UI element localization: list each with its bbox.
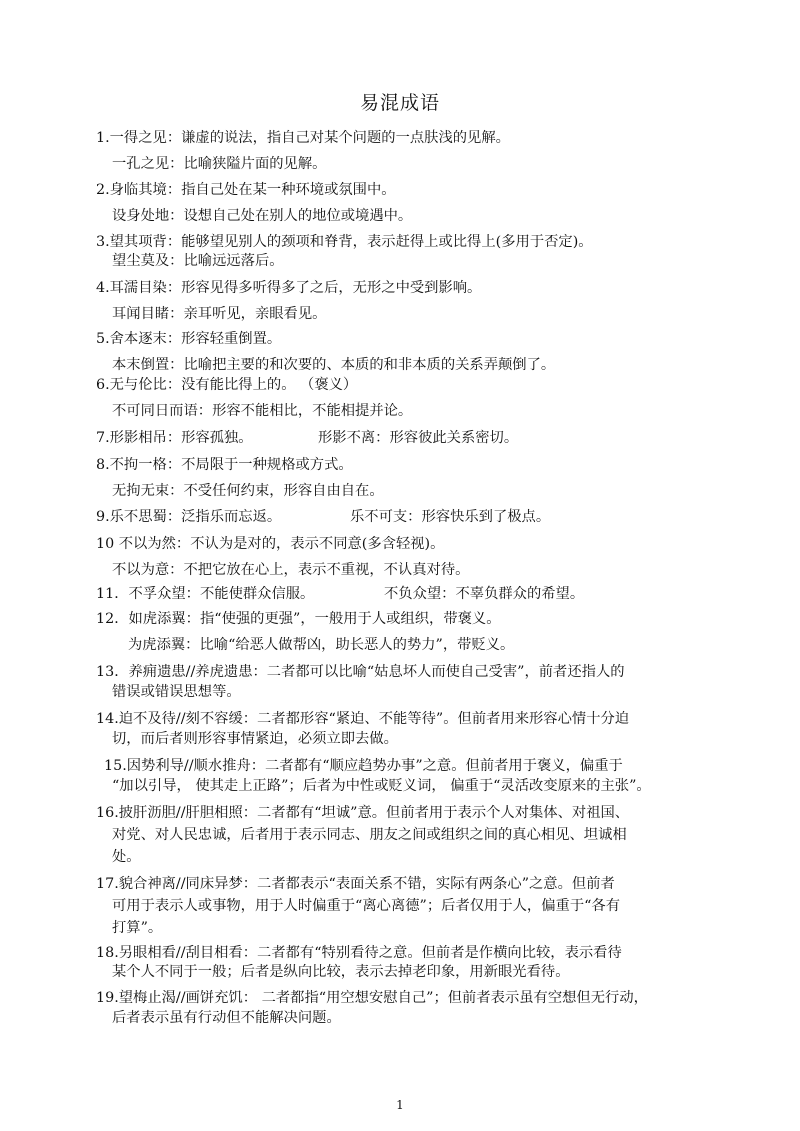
line-4-main: 4.耳濡目染：形容见得多听得多了之后，无形之中受到影响。: [96, 280, 482, 296]
line-16-cont: 对党、对人民忠诚，后者用于表示同志、朋友之间或组织之间的真心相见、坦诚相: [112, 827, 627, 843]
line-11-main: 11．不孚众望：不能使群众信服。: [96, 586, 315, 602]
line-12-main: 12．如虎添翼：指“使强的更强”，一般用于人或组织，带褒义。: [96, 611, 501, 627]
line-14-main: 14.迫不及待//刻不容缓：二者都形容“紧迫、不能等待”。但前者用来形容心情十分迫: [96, 711, 630, 727]
line-15-main: 15.因势利导//顺水推舟：二者都有“顺应趋势办事”之意。但前者用于褒义，偏重于: [104, 758, 623, 774]
line-13-cont: 错误或错误思想等。: [112, 684, 241, 700]
line-7-main: 7.形影相吊：形容孤独。: [96, 430, 253, 446]
line-17-cont2: 打算”。: [112, 920, 163, 936]
line-8-main: 8.不拘一格：不局限于一种规格或方式。: [96, 457, 353, 473]
line-7-sub: 形影不离：形容彼此关系密切。: [318, 430, 519, 446]
line-2-sub: 设身处地：设想自己处在别人的地位或境遇中。: [112, 208, 413, 224]
line-15-cont: “加以引导， 使其走上正路”；后者为中性或贬义词， 偏重于“灵活改变原来的主张”。: [112, 778, 651, 794]
line-18-main: 18.另眼相看//刮目相看：二者都有“特别看待之意。但前者是作横向比较，表示看待: [96, 945, 622, 961]
line-13-main: 13．养痈遗患//养虎遗患：二者都可以比喻“姑息坏人而使自己受害”，前者还指人的: [96, 664, 625, 680]
line-4-sub: 耳闻目睹：亲耳听见，亲眼看见。: [112, 306, 327, 322]
line-16-cont2: 处。: [112, 849, 141, 865]
line-3-main: 3.望其项背：能够望见别人的颈项和脊背，表示赶得上或比得上(多用于否定)。: [96, 234, 593, 250]
line-10-sub: 不以为意：不把它放在心上，表示不重视，不认真对待。: [112, 562, 470, 578]
page-title: 易混成语: [359, 92, 440, 114]
line-16-main: 16.披肝沥胆//肝胆相照：二者都有“坦诚”意。但前者用于表示个人对集体、对祖国、: [96, 805, 630, 821]
line-17-cont: 可用于表示人或事物，用于人时偏重于“离心离德”；后者仅用于人，偏重于“各有: [112, 898, 621, 914]
line-3-sub: 望尘莫及：比喻远远落后。: [112, 253, 284, 269]
line-2-main: 2.身临其境：指自己处在某一种环境或氛围中。: [96, 182, 396, 198]
line-8-sub: 无拘无束：不受任何约束，形容自由自在。: [112, 483, 384, 499]
line-19-cont: 后者表示虽有行动但不能解决问题。: [112, 1010, 341, 1026]
line-18-cont: 某个人不同于一般；后者是纵向比较，表示去掉老印象，用新眼光看待。: [112, 964, 570, 980]
line-9-sub: 乐不可支：形容快乐到了极点。: [350, 509, 551, 525]
line-12-sub: 为虎添翼：比喻“给恶人做帮凶，助长恶人的势力”，带贬义。: [128, 637, 515, 653]
line-1-sub: 一孔之见：比喻狭隘片面的见解。: [112, 156, 327, 172]
line-10-main: 10 不以为然：不认为是对的，表示不同意(多含轻视)。: [96, 536, 445, 552]
line-11-sub: 不负众望：不辜负群众的希望。: [384, 586, 585, 602]
line-14-cont: 切，而后者则形容事情紧迫，必须立即去做。: [112, 731, 398, 747]
line-5-main: 5.舍本逐末：形容轻重倒置。: [96, 331, 282, 347]
line-6-sub: 不可同日而语：形容不能相比，不能相提并论。: [112, 403, 413, 419]
line-9-main: 9.乐不思蜀：泛指乐而忘返。: [96, 509, 282, 525]
line-1-main: 1.一得之见：谦虚的说法，指自己对某个问题的一点肤浅的见解。: [96, 130, 510, 146]
line-6-main: 6.无与伦比：没有能比得上的。 （褒义）: [96, 377, 358, 393]
page-number: 1: [396, 1098, 404, 1112]
line-5-sub: 本末倒置：比喻把主要的和次要的、本质的和非本质的关系弄颠倒了。: [112, 357, 556, 373]
line-19-main: 19.望梅止渴//画饼充饥： 二者都指“用空想安慰自己”；但前者表示虽有空想但无行动，: [96, 990, 648, 1006]
line-17-main: 17.貌合神离//同床异梦：二者都表示“表面关系不错，实际有两条心”之意。但前者: [96, 876, 615, 892]
